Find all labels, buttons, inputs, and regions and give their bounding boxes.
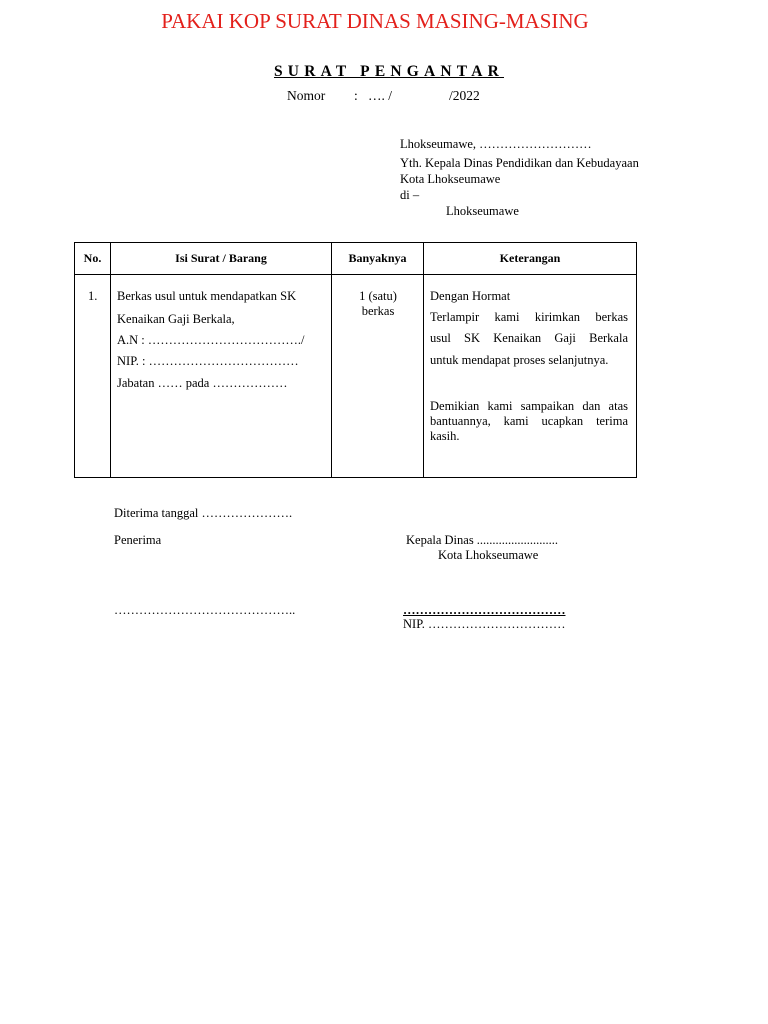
isi-line-5: Jabatan …… pada ……………… — [117, 376, 288, 390]
letterhead-placeholder: PAKAI KOP SURAT DINAS MASING-MASING — [161, 9, 589, 33]
receiver-signature-line: …………………………………….. — [114, 603, 296, 617]
ket-line-2: Terlampir kami kirimkan berkas — [430, 310, 628, 324]
nomor-year: /2022 — [449, 88, 480, 103]
cell-no — [75, 275, 111, 478]
table-row — [75, 275, 637, 478]
cell-banyak — [332, 275, 424, 478]
received-date: Diterima tanggal …………………. — [114, 506, 293, 520]
isi-line-4: NIP. : ……………………………… — [117, 354, 299, 368]
cell-isi — [111, 275, 332, 478]
isi-line-2: Kenaikan Gaji Berkala, — [117, 312, 235, 326]
header-no: No. — [75, 243, 111, 275]
header-isi: Isi Surat / Barang — [111, 243, 332, 275]
isi-line-3: A.N : ………………………………./ — [117, 333, 305, 347]
ket-line-1: Dengan Hormat — [430, 289, 511, 303]
banyak-line-2: berkas — [361, 304, 395, 318]
nomor-label: Nomor — [287, 88, 326, 103]
row-number: 1. — [88, 289, 98, 303]
recipient-di: di – — [400, 188, 420, 202]
recipient-line: Yth. Kepala Dinas Pendidikan dan Kebudayaan — [400, 156, 639, 170]
ket-line-3: usul SK Kenaikan Gaji Berkala — [430, 331, 628, 345]
receiver-label: Penerima — [114, 533, 162, 547]
header-banyak: Banyaknya — [332, 243, 424, 275]
ket-closing-3: kasih. — [430, 429, 460, 443]
banyak-line-1: 1 (satu) — [359, 289, 397, 303]
recipient-city: Kota Lhokseumawe — [400, 172, 501, 186]
head-nip: NIP. …………………………… — [403, 617, 566, 631]
place-date: Lhokseumawe, ……………………… — [400, 137, 592, 151]
cell-keterangan — [424, 275, 637, 478]
head-of-office-line-2: Kota Lhokseumawe — [438, 548, 539, 562]
head-signature-line: ………………………………… — [403, 603, 566, 617]
isi-line-1: Berkas usul untuk mendapatkan SK — [117, 289, 297, 303]
ket-line-4: untuk mendapat proses selanjutnya. — [430, 353, 609, 367]
letter-title: SURAT PENGANTAR — [273, 63, 504, 80]
nomor-colon: : — [354, 88, 358, 103]
ket-closing-1: Demikian kami sampaikan dan atas — [430, 399, 628, 413]
recipient-place: Lhokseumawe — [446, 204, 519, 218]
ket-closing-2: bantuannya, kami ucapkan terima — [430, 414, 628, 428]
document-table — [74, 242, 637, 478]
table-header-row — [75, 243, 637, 275]
head-of-office-line-1: Kepala Dinas .......................... — [406, 533, 559, 547]
nomor-dots: …. / — [368, 88, 393, 103]
header-keterangan: Keterangan — [424, 243, 637, 275]
